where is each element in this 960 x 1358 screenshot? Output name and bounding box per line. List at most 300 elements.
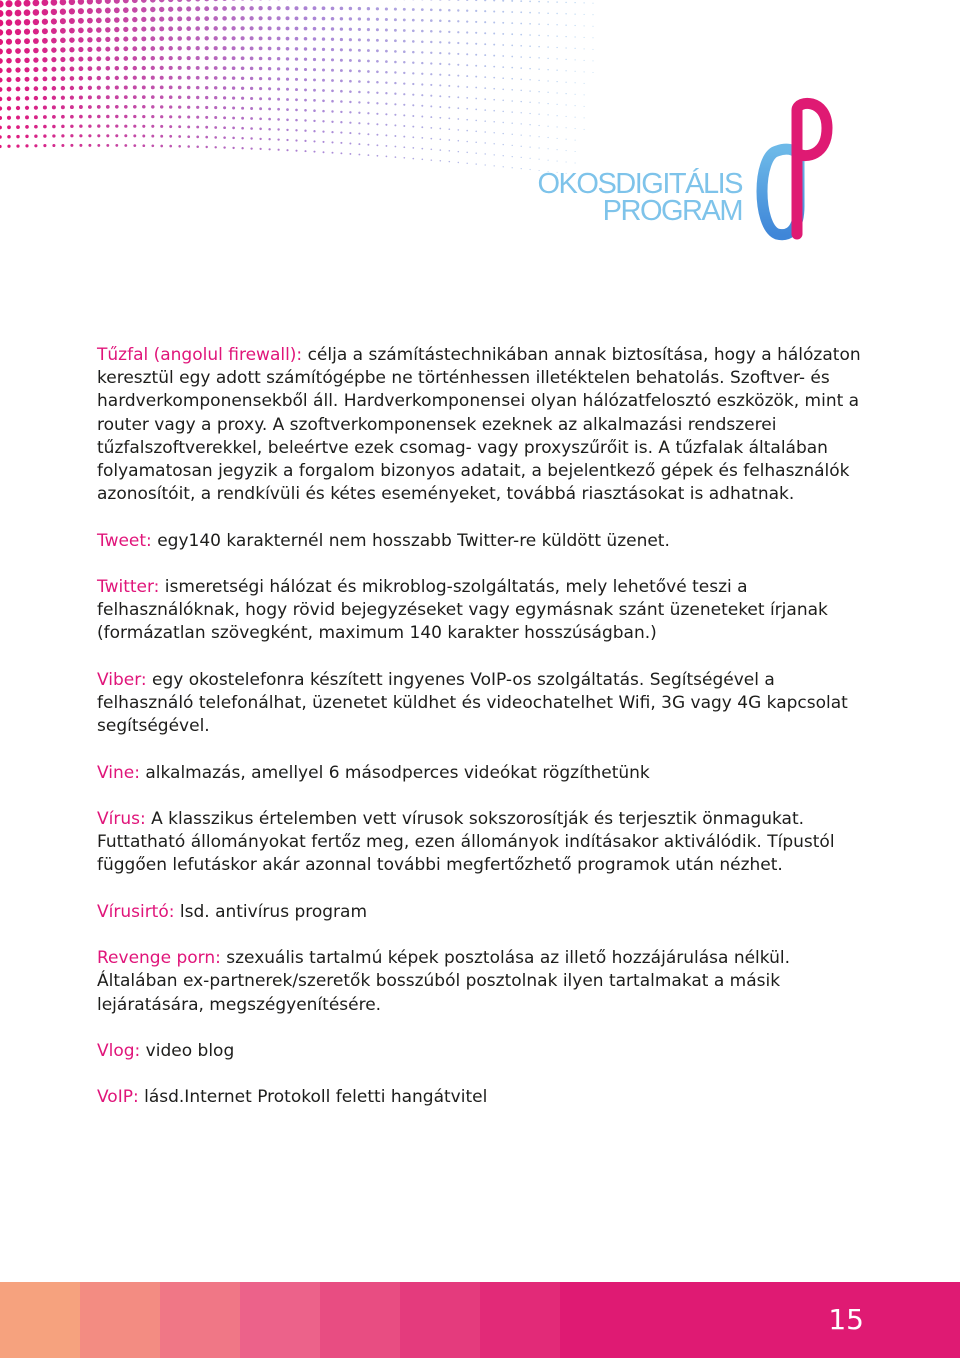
decorative-dot [168,26,173,31]
decorative-dot [25,77,30,82]
decorative-dot [493,10,495,12]
decorative-dot [249,6,253,10]
decorative-dot [547,46,548,47]
decorative-dot [151,56,155,60]
decorative-dot [358,28,361,31]
decorative-dot [349,59,352,62]
decorative-dot [178,56,182,60]
decorative-dot [313,6,317,10]
decorative-dot [592,72,593,73]
decorative-dot [187,135,190,138]
decorative-dot [268,148,270,150]
decorative-dot [511,78,513,80]
decorative-dot [60,9,66,15]
decorative-dot [250,46,254,50]
decorative-dot [394,124,396,126]
decorative-dot [313,89,316,92]
decorative-dot [250,67,254,71]
decorative-dot [196,116,199,119]
decorative-dot [250,57,254,61]
decorative-dot [133,115,136,118]
decorative-dot [340,69,343,72]
decorative-dot [367,102,369,104]
decorative-dot [313,68,316,71]
decorative-dot [7,106,11,110]
decorative-dot [123,17,128,22]
decorative-dot [548,137,549,138]
decorative-dot [322,69,325,72]
decorative-dot [24,19,30,25]
decorative-dot [51,0,58,6]
decorative-dot [367,91,369,93]
decorative-dot [430,127,432,129]
decorative-dot [87,8,93,14]
decorative-dot [584,60,585,61]
decorative-dot [69,47,74,52]
decorative-dot [250,137,252,139]
decorative-dot [403,50,406,53]
decorative-dot [268,108,271,111]
decorative-dot [421,8,424,11]
decorative-dot [349,101,351,103]
decorative-dot [529,135,530,136]
decorative-dot [16,106,20,110]
decorative-dot [457,118,459,120]
decorative-dot [331,7,335,11]
decorative-dot [232,46,236,50]
decorative-dot [259,107,262,110]
decorative-dot [538,57,539,58]
decorative-dot [33,57,38,62]
decorative-dot [7,87,12,92]
decorative-dot [286,67,289,70]
decorative-dot [115,105,119,109]
decorative-dot [304,58,307,61]
decorative-dot [475,76,477,78]
decorative-dot [259,16,263,20]
decorative-dot [52,105,56,109]
decorative-dot [412,51,415,54]
decorative-dot [204,6,209,11]
decorative-dot [529,57,531,59]
decorative-dot [268,67,271,70]
decorative-dot [34,96,38,100]
decorative-dot [556,1,557,2]
decorative-dot [160,125,163,128]
decorative-dot [132,0,138,3]
decorative-dot [520,11,522,13]
decorative-dot [475,10,477,12]
decorative-dot [14,0,21,7]
term-label: Viber: [97,669,147,690]
decorative-dot [32,0,39,6]
decorative-dot [484,109,486,111]
decorative-dot [430,148,432,150]
glossary-entry [97,762,872,785]
decorative-dot [512,156,513,157]
decorative-dot [169,76,173,80]
decorative-dot [60,18,66,24]
decorative-dot [322,27,325,30]
decorative-dot [475,109,477,111]
decorative-dot [259,87,262,90]
decorative-dot [286,37,290,41]
decorative-dot [204,16,209,21]
decorative-dot [232,137,235,140]
decorative-dot [538,35,540,37]
decorative-dot [268,36,272,40]
decorative-dot [123,56,128,61]
decorative-dot [106,95,110,99]
decorative-dot [430,84,432,86]
dp-logo-icon [755,96,835,241]
decorative-dot [484,32,486,34]
decorative-dot [42,0,49,6]
decorative-dot [231,0,236,1]
decorative-dot [457,86,459,88]
decorative-dot [367,81,370,84]
decorative-dot [205,56,209,60]
decorative-dot [259,77,262,80]
decorative-dot [322,58,325,61]
decorative-dot [394,82,396,84]
decorative-dot [96,56,101,61]
decorative-dot [123,37,128,42]
decorative-dot [457,53,459,55]
decorative-dot [115,144,118,147]
decorative-dot [503,166,504,167]
decorative-dot [448,20,450,22]
decorative-dot [133,76,137,80]
decorative-dot [141,46,146,51]
decorative-dot [529,45,531,47]
decorative-dot [502,100,504,102]
decorative-dot [448,9,451,12]
decorative-dot [70,115,74,119]
decorative-dot [421,126,423,128]
decorative-dot [403,136,405,138]
decorative-dot [52,96,56,100]
decorative-dot [16,125,20,129]
decorative-dot [412,104,414,106]
decorative-dot [286,108,289,111]
decorative-dot [422,159,424,161]
decorative-dot [538,136,539,137]
decorative-dot [358,17,361,20]
decorative-dot [592,3,593,4]
decorative-dot [412,40,415,43]
decorative-dot [96,47,101,52]
decorative-dot [61,115,65,119]
decorative-dot [114,0,120,4]
decorative-dot [232,56,236,60]
decorative-dot [205,36,209,40]
decorative-dot [177,7,182,12]
decorative-dot [592,26,593,27]
decorative-dot [448,31,450,33]
decorative-dot [385,103,387,105]
decorative-dot [430,62,432,64]
decorative-dot [97,124,100,127]
decorative-dot [340,17,343,20]
decorative-dot [313,130,315,132]
decorative-dot [205,146,207,148]
decorative-dot [358,154,360,156]
decorative-dot [538,68,539,69]
decorative-dot [421,30,424,33]
decorative-dot [123,7,129,13]
decorative-dot [592,60,593,61]
decorative-dot [421,62,423,64]
decorative-dot [150,7,155,12]
decorative-dot [196,96,199,99]
decorative-dot [457,129,459,131]
footer-segment [400,1282,480,1358]
decorative-dot [141,27,146,32]
decorative-dot [205,46,209,50]
decorative-dot [529,12,531,14]
decorative-dot [466,31,468,33]
decorative-dot [556,47,557,48]
decorative-dot [0,77,3,82]
decorative-dot [529,34,531,36]
decorative-dot [412,72,414,74]
decorative-dot [16,144,19,147]
decorative-dot [439,0,442,1]
decorative-dot [412,94,414,96]
decorative-dot [385,71,388,74]
decorative-dot [493,110,495,112]
decorative-dot [241,147,243,149]
decorative-dot [394,61,397,64]
decorative-dot [105,8,111,14]
decorative-dot [60,57,65,62]
decorative-dot [475,87,477,89]
decorative-dot [160,95,164,99]
decorative-dot [0,116,2,120]
decorative-dot [88,125,91,128]
decorative-dot [421,116,423,118]
decorative-dot [304,130,306,132]
decorative-dot [61,125,65,129]
decorative-dot [160,76,164,80]
decorative-dot [520,23,522,25]
term-label: Revenge porn: [97,948,221,969]
decorative-dot [114,46,119,51]
decorative-dot [142,56,147,61]
decorative-dot [286,78,289,81]
decorative-dot [430,52,432,54]
decorative-dot [277,37,281,41]
decorative-dot [575,59,576,60]
decorative-dot [187,96,190,99]
decorative-dot [340,38,343,41]
decorative-dot [565,47,566,48]
decorative-dot [277,118,280,121]
decorative-dot [250,147,252,149]
decorative-dot [367,133,369,135]
decorative-dot [520,67,522,69]
decorative-dot [24,0,31,7]
decorative-dot [79,76,84,81]
decorative-dot [584,106,585,107]
decorative-dot [547,58,548,59]
decorative-dot [484,120,486,122]
decorative-dot [186,36,191,41]
decorative-dot [547,114,548,115]
decorative-dot [331,38,334,41]
decorative-dot [376,60,379,63]
decorative-dot [367,112,369,114]
decorative-dot [538,91,539,92]
decorative-dot [295,37,299,41]
decorative-dot [565,70,566,71]
decorative-dot [87,37,92,42]
decorative-dot [79,66,84,71]
decorative-dot [529,90,530,91]
decorative-dot [439,95,441,97]
decorative-dot [43,125,47,129]
decorative-dot [385,92,387,94]
decorative-dot [160,135,163,138]
footer-segment [320,1282,400,1358]
glossary-entry [97,669,872,739]
decorative-dot [322,110,325,113]
decorative-dot [87,0,93,5]
decorative-dot [204,26,209,31]
decorative-dot [466,42,468,44]
decorative-dot [259,47,263,51]
decorative-dot [511,100,513,102]
term-label: Tweet: [97,530,152,551]
decorative-dot [304,150,306,152]
decorative-dot [547,1,549,3]
decorative-dot [304,88,307,91]
decorative-dot [403,114,405,116]
decorative-dot [466,75,468,77]
decorative-dot [349,38,352,41]
decorative-dot [187,76,191,80]
decorative-dot [187,86,191,90]
decorative-dot [187,46,191,50]
decorative-dot [214,106,217,109]
decorative-dot [205,106,208,109]
decorative-dot [394,29,397,32]
decorative-dot [556,70,557,71]
decorative-dot [466,0,468,1]
decorative-dot [529,102,530,103]
decorative-dot [584,37,585,38]
decorative-dot [575,117,576,118]
decorative-dot [295,68,298,71]
decorative-dot [592,14,593,15]
decorative-dot [340,100,343,103]
decorative-dot [97,86,101,90]
decorative-dot [178,96,182,100]
decorative-dot [25,106,29,110]
decorative-dot [232,107,235,110]
decorative-dot [267,6,271,10]
decorative-dot [42,9,49,16]
decorative-dot [277,98,280,101]
decorative-dot [584,2,585,3]
decorative-dot [538,80,539,81]
decorative-dot [502,11,504,13]
decorative-dot [304,119,306,121]
decorative-dot [205,66,209,70]
decorative-dot [286,88,289,91]
decorative-dot [124,105,128,109]
decorative-dot [502,44,504,46]
decorative-dot [43,134,46,137]
decorative-dot [521,157,522,158]
decorative-dot [78,28,84,34]
decorative-dot [70,144,73,147]
decorative-dot [439,41,441,43]
decorative-dot [349,90,352,93]
decorative-dot [259,26,263,30]
decorative-dot [511,67,513,69]
decorative-dot [322,99,325,102]
decorative-dot [223,106,226,109]
decorative-dot [566,161,567,162]
glossary-entry [97,576,872,646]
decorative-dot [484,131,486,133]
decorative-dot [250,26,254,30]
decorative-dot [430,138,432,140]
decorative-dot [133,134,136,137]
decorative-dot [285,6,289,10]
decorative-dot [150,17,155,22]
decorative-dot [349,80,352,83]
decorative-dot [448,52,450,54]
decorative-dot [78,18,84,24]
decorative-dot [493,121,495,123]
decorative-dot [232,117,235,120]
decorative-dot [394,71,396,73]
decorative-dot [268,128,271,131]
term-label: VoIP: [97,1087,139,1108]
decorative-dot [313,151,315,153]
decorative-dot [466,86,468,88]
decorative-dot [277,138,279,140]
decorative-dot [259,97,262,100]
decorative-dot [385,145,387,147]
decorative-dot [394,93,396,95]
decorative-dot [331,79,334,82]
decorative-dot [7,145,10,148]
decorative-dot [223,136,226,139]
decorative-dot [213,6,218,11]
decorative-dot [168,46,173,51]
decorative-dot [503,155,504,156]
decorative-dot [213,0,218,1]
decorative-dot [430,95,432,97]
decorative-dot [538,125,539,126]
decorative-dot [376,71,379,74]
decorative-dot [403,18,406,21]
decorative-dot [0,49,3,55]
footer-segment [560,1282,640,1358]
decorative-dot [520,101,521,102]
decorative-dot [52,144,55,147]
decorative-dot [494,165,495,166]
decorative-dot [15,10,22,17]
decorative-dot [322,6,326,10]
footer-segment [160,1282,240,1358]
decorative-dot [331,121,333,123]
decorative-dot [106,76,110,80]
